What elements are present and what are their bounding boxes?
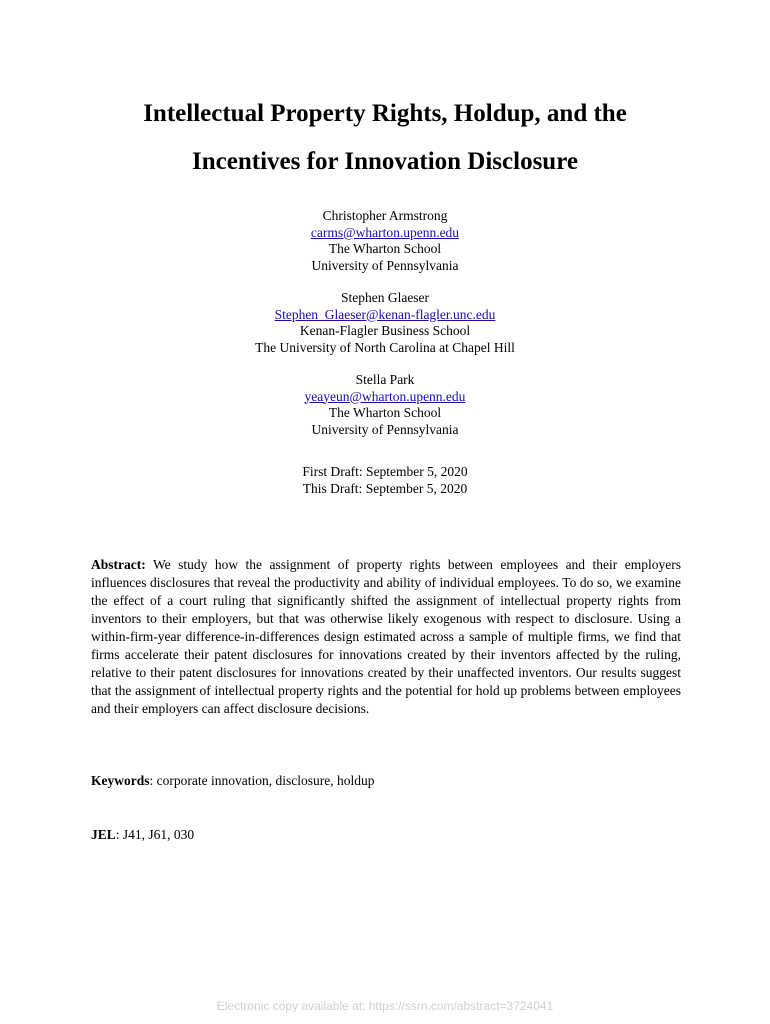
author-email-link[interactable]: yeayeun@wharton.upenn.edu xyxy=(304,388,466,404)
author-list xyxy=(0,208,770,454)
author-email-link[interactable]: Stephen_Glaeser@kenan-flagler.unc.edu xyxy=(274,306,496,322)
author-school: The Wharton School xyxy=(328,405,442,420)
author-university: The University of North Carolina at Chapel Hill xyxy=(255,339,515,355)
keywords-label: Keywords xyxy=(91,773,150,788)
author-block-park xyxy=(0,372,770,438)
author-name: Stephen Glaeser xyxy=(340,290,430,305)
title-line-2: Incentives for Innovation Disclosure xyxy=(192,148,578,175)
abstract xyxy=(91,556,681,718)
author-name: Stella Park xyxy=(355,372,415,387)
author-school: Kenan-Flagler Business School xyxy=(299,323,471,338)
jel-text: : J41, J61, 030 xyxy=(115,827,195,842)
abstract-text: We study how the assignment of property rights between employees and their employers influences disclosures that reveal the productivity and ability of individual employees. To do so, we examine the effect of a court ruling that significantly shifted the assignment of intellectual property rights from inventors to their employers, but that was otherwise likely exogenous with respect to disclosure. Using a within-firm-year difference-in-differences design estimated across a sample of multiple firms, we find that firms accelerate their patent disclosures for innovations created by their inventors affected by the ruling, relative to their patent disclosures for innovations created by their unaffected inventors. Our results suggest that the assignment of intellectual property rights and the potential for hold up problems between employees and their employers can affect disclosure decisions. xyxy=(91,557,681,716)
author-block-armstrong xyxy=(0,208,770,274)
author-university: University of Pennsylvania xyxy=(311,421,459,437)
author-block-glaeser xyxy=(0,290,770,356)
keywords-text: : corporate innovation, disclosure, holdup xyxy=(149,773,375,788)
ssrn-footer-watermark: Electronic copy available at: https://ssrn.com/abstract=3724041 xyxy=(216,999,554,1013)
author-university: University of Pennsylvania xyxy=(311,257,459,273)
draft-dates xyxy=(0,463,770,497)
jel-codes xyxy=(91,826,194,844)
author-email-link[interactable]: carms@wharton.upenn.edu xyxy=(310,224,460,240)
keywords xyxy=(91,772,374,790)
this-draft-date: This Draft: September 5, 2020 xyxy=(302,481,468,496)
author-name: Christopher Armstrong xyxy=(322,208,448,223)
title-line-1: Intellectual Property Rights, Holdup, and the xyxy=(143,100,627,127)
first-draft-date: First Draft: September 5, 2020 xyxy=(302,464,468,479)
jel-label: JEL xyxy=(91,827,116,842)
abstract-label: Abstract: xyxy=(91,557,146,572)
paper-title xyxy=(0,90,770,186)
author-school: The Wharton School xyxy=(328,241,442,256)
